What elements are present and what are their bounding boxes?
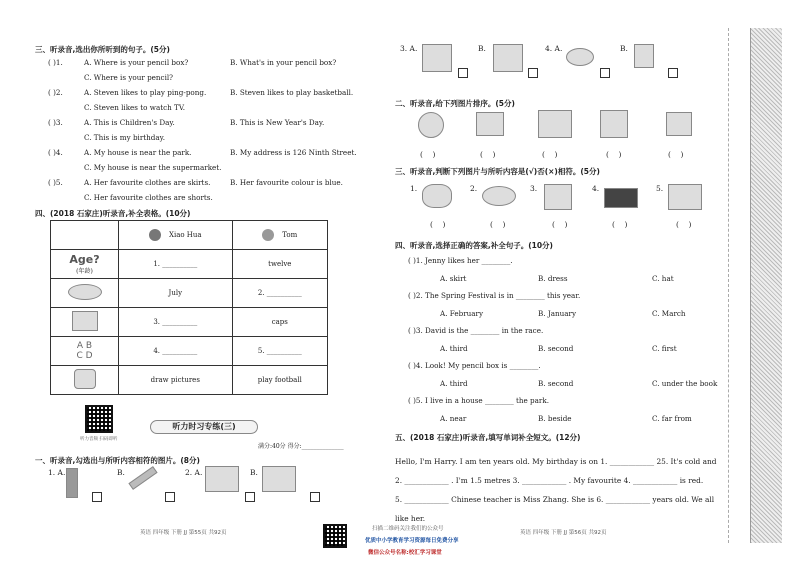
desk-icon [422,44,452,72]
s3-q2-option-b: B. Steven likes to play basketball. [230,88,354,97]
s3-q3-option-c: C. This is my birthday. [84,133,166,142]
r-section-2-title: 二、听录音,给下列图片排序。(5分) [395,99,515,108]
tshirt-icon [51,308,119,337]
blank-paren: ( ) [606,150,622,159]
s3-q2-num: ( )2. [48,88,63,97]
section-3-title: 三、听录音,选出你所听到的句子。(5分) [35,45,170,54]
passage-line-1: Hello, I'm Harry. I am ten years old. My birthday is on 1. ____________ 25. It's cold and [395,457,717,466]
center-footer-line3: 微信公众号名称:校汇学习课堂 [368,550,442,556]
table-row-4-c2[interactable]: 5. __________ [232,337,327,366]
s3-q3-num: ( )3. [48,118,63,127]
left-footer: 英语 四年级 下册 JJ 第55页 共92页 [140,530,227,536]
burger-icon [422,184,452,208]
audio-qr-code [85,405,113,433]
laptop-icon [604,188,638,208]
checkbox-3b[interactable] [528,68,538,78]
sun-icon [418,112,444,138]
blank-paren: ( ) [552,220,568,229]
table-row-3-c1[interactable]: 3. __________ [119,308,233,337]
checkbox-2b[interactable] [310,492,320,502]
r-opt-4a: 4. A. [545,44,563,53]
s3-q2-option-c: C. Steven likes to watch TV. [84,103,186,112]
s1-opt-2a: 2. A. [185,468,203,477]
r4-q2-option-b: B. January [538,309,577,318]
boy-icon [262,229,274,241]
qr-caption: 听力音频 扫码即听 [80,437,118,442]
cake-icon [51,279,119,308]
s3-q1-option-b: B. What's in your pencil box? [230,58,337,67]
boy-box-icon [538,110,572,138]
table-row-4-c1[interactable]: 4. __________ [119,337,233,366]
table-row-2-c1: July [119,279,233,308]
table-row-5-c1: draw pictures [119,366,233,395]
r4-q3-option-c: C. first [652,344,677,353]
r4-q1-option-b: B. dress [538,274,568,283]
store-icon [205,466,239,492]
r4-q3-option-b: B. second [538,344,574,353]
table-corner [51,221,119,250]
passage-line-2: 2. ____________ . I'm 1.5 metres 3. ____________ . My favourite 4. ____________ is red. [395,476,704,485]
r-opt-3b: B. [478,44,486,53]
passage-line-4: like her. [395,514,426,523]
checkbox-4b[interactable] [668,68,678,78]
s3-q1-option-a: A. Where is your pencil box? [84,58,189,67]
s3-q4-option-a: A. My house is near the park. [84,148,192,157]
s3-q5-option-a: A. Her favourite clothes are skirts. [84,178,211,187]
table-row-2-c2[interactable]: 2. __________ [232,279,327,308]
tap-icon [476,112,504,136]
wechat-qr-code [323,524,347,548]
r4-q2-stem: ( )2. The Spring Festival is in ________ this year. [408,291,581,300]
blank-paren: ( ) [612,220,628,229]
hat-icon [482,186,516,206]
pen-icon [128,466,157,490]
bike-icon [668,184,702,210]
s3-q3-option-a: A. This is Children's Day. [84,118,175,127]
table-row-1-c2: twelve [232,250,327,279]
r4-q2-option-a: A. February [440,309,484,318]
s3-q5-option-b: B. Her favourite colour is blue. [230,178,343,187]
flask-icon [666,112,692,136]
passage [395,452,730,528]
letters-icon: A B C D [51,337,119,366]
checkbox-1b[interactable] [165,492,175,502]
r-section-4-title: 四、听录音,选择正确的答案,补全句子。(10分) [395,241,553,250]
r-section-5-title: 五、(2018 石家庄)听录音,填写单词补全短文。(12分) [395,433,581,442]
center-footer-line2: 优质中小学教育学习资源每日免费分享 [365,538,459,544]
r-section-3-title: 三、听录音,判断下列图片与所听内容是(√)否(×)相符。(5分) [395,167,600,176]
girl-icon [149,229,161,241]
girl-icon-2 [600,110,628,138]
r3-num-4: 4. [592,184,600,193]
table-head-xiaohua: Xiao Hua [119,221,233,250]
r-opt-3a: 3. A. [400,44,418,53]
checkbox-1a[interactable] [92,492,102,502]
r4-q5-stem: ( )5. I live in a house ________ the park. [408,396,550,405]
binding-strip [728,28,748,543]
checkbox-4a[interactable] [600,68,610,78]
age-cell: Age? (年龄) [51,250,119,279]
r-opt-4b: B. [620,44,628,53]
building-icon [262,466,296,492]
milk-icon [634,44,654,68]
table-head-tom: Tom [232,221,327,250]
scissors-icon [544,184,572,210]
s3-q1-num: ( )1. [48,58,63,67]
fill-table [50,220,328,395]
r3-num-5: 5. [656,184,664,193]
s1-opt-2b: B. [250,468,258,477]
passage-line-3: 5. ____________ Chinese teacher is Miss Zhang. She is 6. ____________ years old. We all [395,495,715,504]
section-4-title: 四、(2018 石家庄)听录音,补全表格。(10分) [35,209,191,218]
r3-num-1: 1. [410,184,418,193]
blank-paren: ( ) [430,220,446,229]
s3-q4-option-c: C. My house is near the supermarket. [84,163,222,172]
s3-q3-option-b: B. This is New Year's Day. [230,118,325,127]
s1-opt-1b: B. [117,468,125,477]
checkbox-2a[interactable] [245,492,255,502]
checkbox-3a[interactable] [458,68,468,78]
r4-q5-option-b: B. beside [538,414,572,423]
crayon-icon [66,468,78,498]
s3-q5-option-c: C. Her favourite clothes are shorts. [84,193,213,202]
r4-q4-option-c: C. under the book [652,379,718,388]
blank-paren: ( ) [542,150,558,159]
blank-paren: ( ) [668,150,684,159]
r4-q1-option-c: C. hat [652,274,674,283]
practice-banner: 听力时习专练(三) [150,420,258,434]
s3-q4-num: ( )4. [48,148,63,157]
s1-opt-1a: 1. A. [48,468,66,477]
r4-q3-stem: ( )3. David is the ________ in the race. [408,326,544,335]
s3-q1-option-c: C. Where is your pencil? [84,73,174,82]
r4-q4-option-a: A. third [440,379,468,388]
table-row-5-c2: play football [232,366,327,395]
s3-q2-option-a: A. Steven likes to play ping-pong. [84,88,207,97]
teacher-icon [493,44,523,72]
s3-q5-num: ( )5. [48,178,63,187]
table-row-1-c1[interactable]: 1. __________ [119,250,233,279]
score-line: 满分:40分 得分:______________ [258,443,344,450]
hobby-icon [51,366,119,395]
binding-pattern [750,28,782,543]
s3-q4-option-b: B. My address is 126 Ninth Street. [230,148,357,157]
blank-paren: ( ) [490,220,506,229]
r4-q1-stem: ( )1. Jenny likes her ________. [408,256,513,265]
r4-q5-option-a: A. near [440,414,467,423]
table-row-3-c2: caps [232,308,327,337]
r4-q1-option-a: A. skirt [440,274,467,283]
r4-q4-option-b: B. second [538,379,574,388]
r4-q2-option-c: C. March [652,309,686,318]
r4-q5-option-c: C. far from [652,414,692,423]
section-1-title: 一、听录音,勾选出与所听内容相符的图片。(8分) [35,456,200,465]
r3-num-2: 2. [470,184,478,193]
blank-paren: ( ) [480,150,496,159]
r3-num-3: 3. [530,184,538,193]
blank-paren: ( ) [676,220,692,229]
center-footer-line1: 扫描二维码关注我们的公众号 [372,526,444,532]
r4-q4-stem: ( )4. Look! My pencil box is ________. [408,361,541,370]
bowl-icon [566,48,594,66]
r4-q3-option-a: A. third [440,344,468,353]
right-footer: 英语 四年级 下册 JJ 第56页 共92页 [520,530,607,536]
blank-paren: ( ) [420,150,436,159]
